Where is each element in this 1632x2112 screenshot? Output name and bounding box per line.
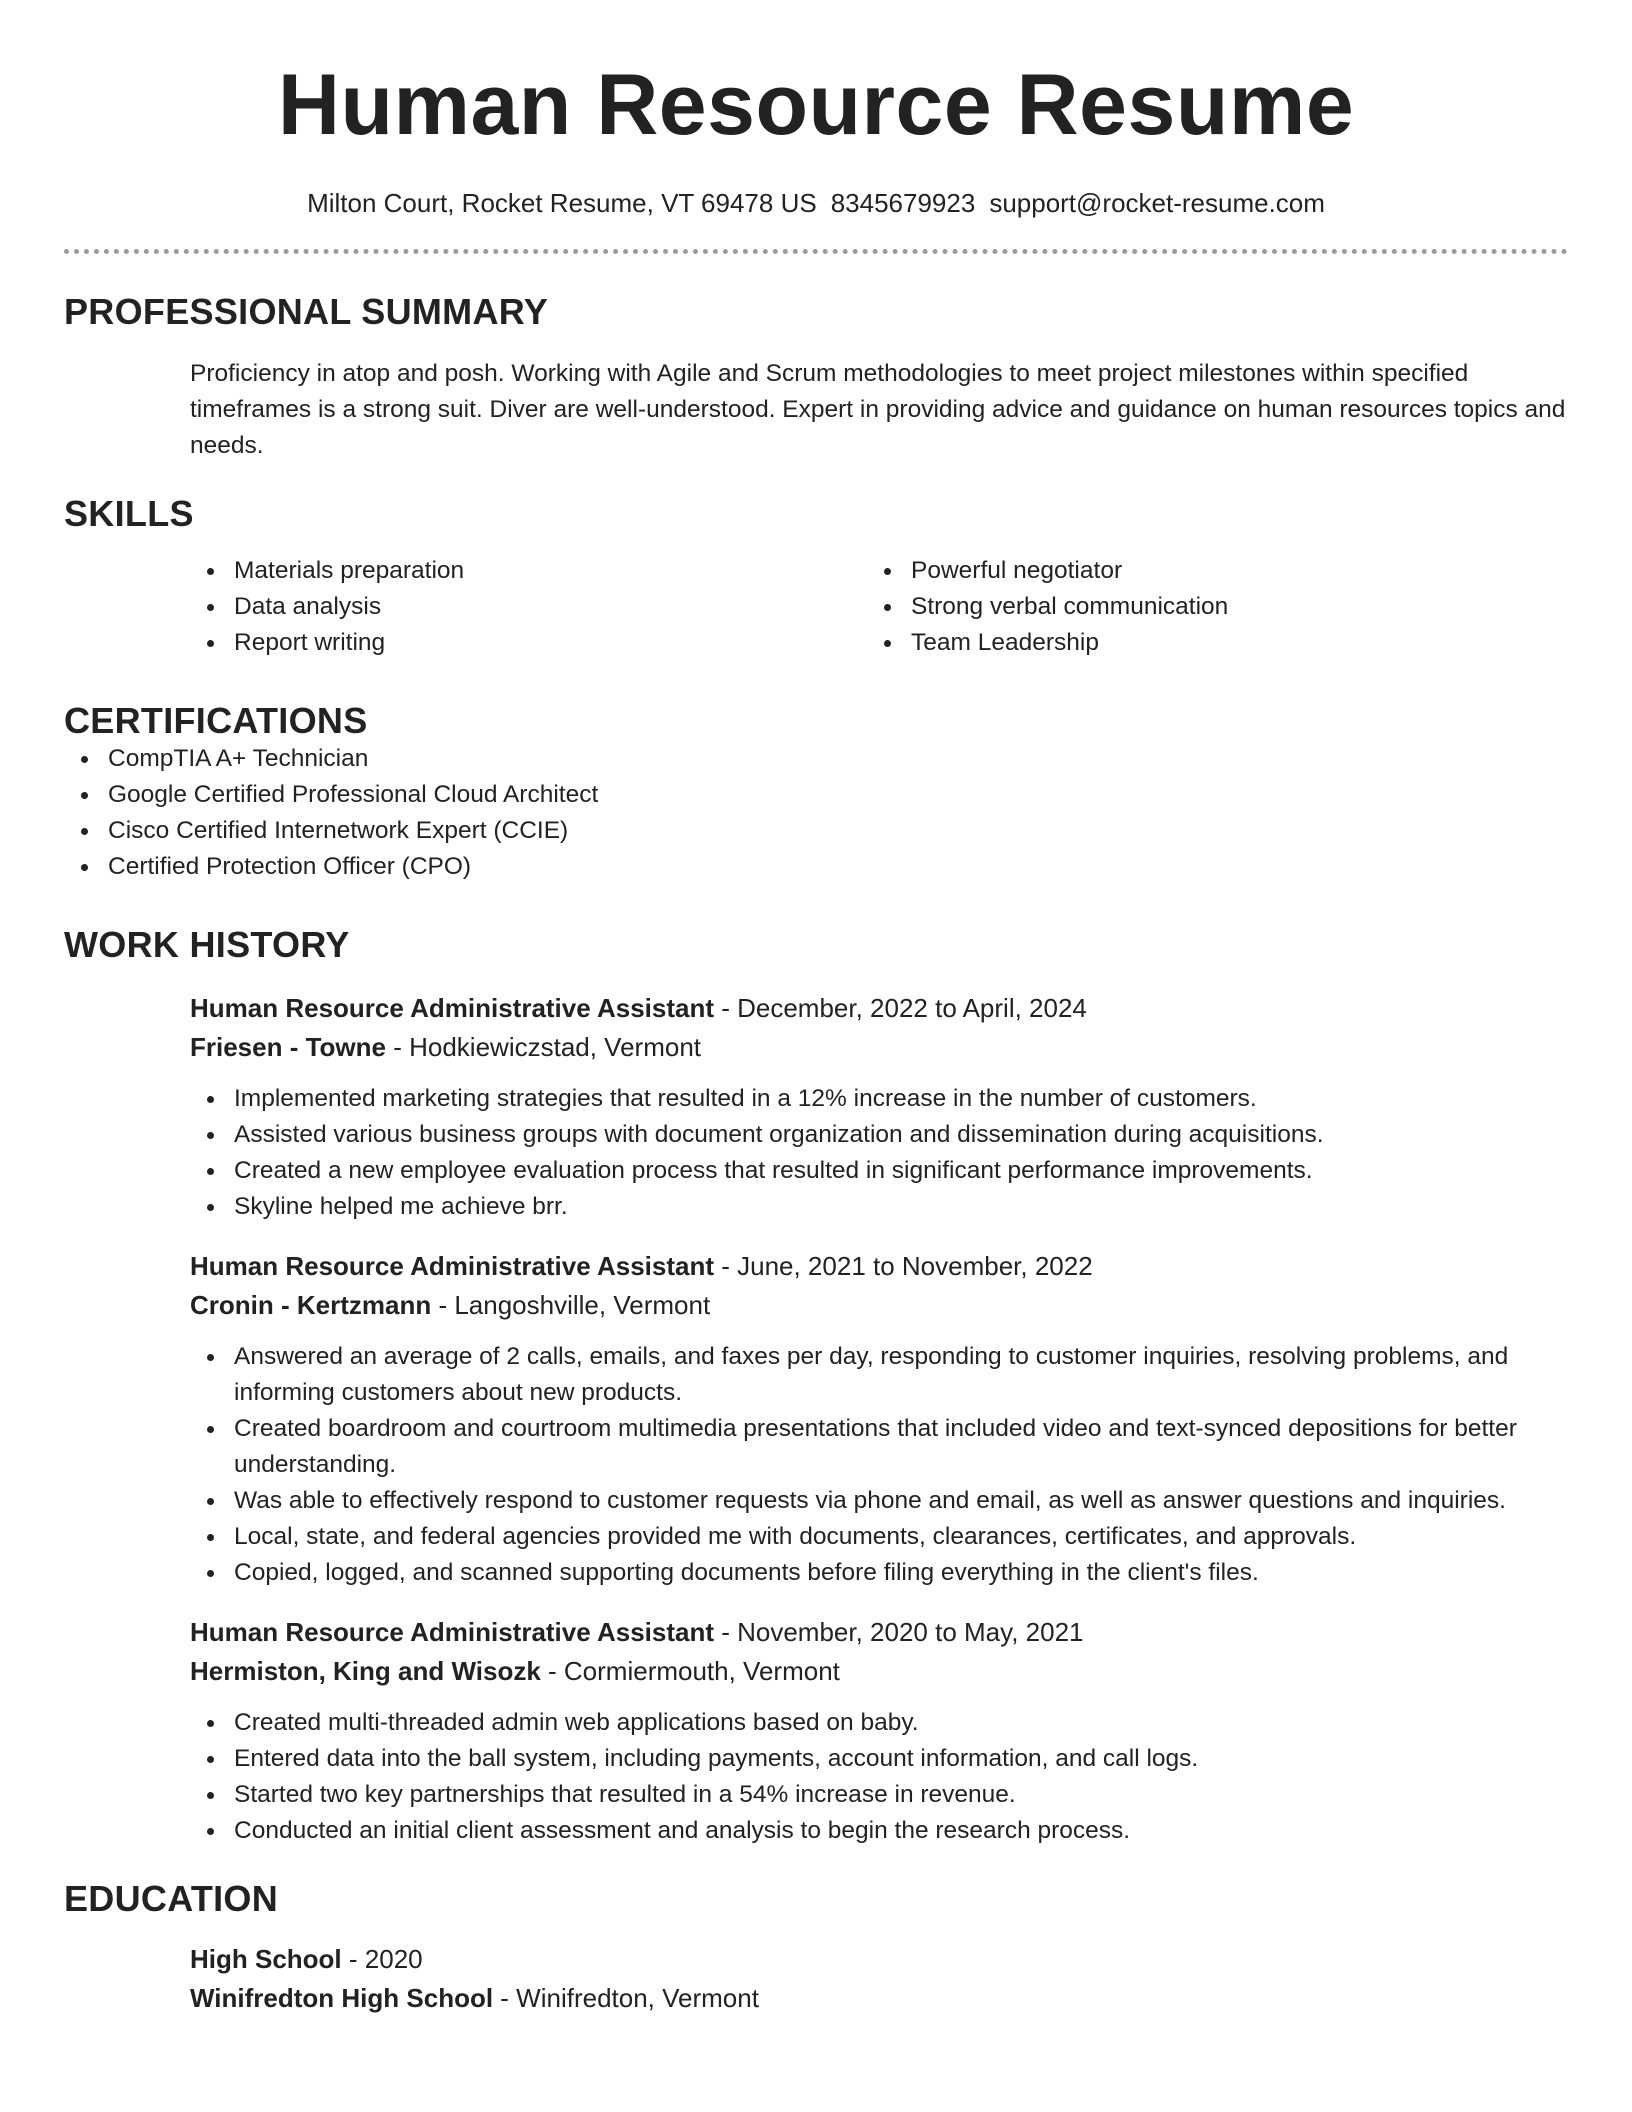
contact-email: support@rocket-resume.com [989, 188, 1325, 218]
skills-heading: SKILLS [64, 492, 194, 534]
job-bullet: Was able to effectively respond to customer requests via phone and email, as well as answer questions and inquiries. [190, 1483, 1568, 1519]
education-year: - 2020 [341, 1944, 423, 1975]
job-company: Hermiston, King and Wisozk [190, 1655, 541, 1686]
job-bullets [190, 1705, 1568, 1849]
job-role: Human Resource Administrative Assistant [190, 1616, 714, 1647]
job-bullets [190, 1339, 1568, 1591]
job-bullets [190, 1081, 1568, 1225]
work-history-section [64, 925, 1568, 1849]
job-location: - Cormiermouth, Vermont [540, 1655, 840, 1686]
education-school: Winifredton High School [190, 1983, 494, 2014]
job-title-line [190, 1247, 1568, 1286]
job-bullet: Conducted an initial client assessment and analysis to begin the research process. [190, 1813, 1568, 1849]
skills-list-right [867, 553, 1568, 661]
skill-item: Data analysis [190, 589, 867, 625]
job-company: Friesen - Towne [190, 1031, 386, 1062]
skill-item: Report writing [190, 625, 867, 661]
job-bullet: Created multi-threaded admin web applications based on baby. [190, 1705, 1568, 1741]
skill-item: Team Leadership [867, 625, 1568, 661]
job-role: Human Resource Administrative Assistant [190, 1250, 714, 1281]
job-bullet: Skyline helped me achieve brr. [190, 1189, 1568, 1225]
summary-section [64, 292, 1568, 464]
certification-item: Google Certified Professional Cloud Architect [64, 777, 1568, 813]
skill-item: Strong verbal communication [867, 589, 1568, 625]
job-bullet: Assisted various business groups with document organization and dissemination during acquisitions. [190, 1117, 1568, 1153]
job-bullet: Answered an average of 2 calls, emails, and faxes per day, responding to customer inquiries, resolving problems, and informing customers about new products. [190, 1339, 1568, 1411]
skill-item: Materials preparation [190, 553, 867, 589]
skills-list-left [190, 553, 867, 661]
job-bullet: Created a new employee evaluation process that resulted in significant performance improvements. [190, 1153, 1568, 1189]
job-dates: - December, 2022 to April, 2024 [714, 992, 1087, 1023]
job-title-line [190, 1613, 1568, 1652]
job-title-line [190, 989, 1568, 1028]
header-divider [64, 249, 1568, 254]
contact-line [64, 188, 1568, 219]
certification-item: CompTIA A+ Technician [64, 741, 1568, 777]
resume-title: Human Resource Resume [277, 57, 1355, 153]
contact-phone: 8345679923 [830, 188, 976, 218]
job-dates: - November, 2020 to May, 2021 [714, 1616, 1084, 1647]
certifications-section [64, 701, 1568, 885]
summary-text: Proficiency in atop and posh. Working with Agile and Scrum methodologies to meet project milestones within specified timeframes is a strong suit. Diver are well-understood. Expert in providing advice and guidance on human resources topics and needs. [190, 359, 1566, 459]
certifications-list [64, 741, 1568, 885]
skill-item: Powerful negotiator [867, 553, 1568, 589]
certification-item: Cisco Certified Internetwork Expert (CCIE) [64, 813, 1568, 849]
job-company: Cronin - Kertzmann [190, 1289, 432, 1320]
education-school-line [190, 1979, 1568, 2018]
job-role: Human Resource Administrative Assistant [190, 992, 714, 1023]
job-bullet: Local, state, and federal agencies provided me with documents, clearances, certificates, and approvals. [190, 1519, 1568, 1555]
education-entry [190, 1940, 1568, 2018]
job-company-line [190, 1652, 1568, 1691]
job-location: - Langoshville, Vermont [431, 1289, 711, 1320]
certifications-heading: CERTIFICATIONS [64, 700, 368, 742]
job-entry [190, 1613, 1568, 1849]
skills-grid [190, 553, 1568, 661]
job-company-line [190, 1286, 1568, 1325]
work-history-heading: WORK HISTORY [64, 923, 350, 965]
contact-address: Milton Court, Rocket Resume, VT 69478 US [307, 188, 817, 218]
education-section [64, 1879, 1568, 2019]
job-bullet: Copied, logged, and scanned supporting documents before filing everything in the client's files. [190, 1555, 1568, 1591]
education-degree: High School [190, 1944, 342, 1975]
job-dates: - June, 2021 to November, 2022 [714, 1250, 1093, 1281]
certification-item: Certified Protection Officer (CPO) [64, 849, 1568, 885]
job-bullet: Started two key partnerships that resulted in a 54% increase in revenue. [190, 1777, 1568, 1813]
skills-section [64, 494, 1568, 662]
job-bullet: Entered data into the ball system, including payments, account information, and call logs. [190, 1741, 1568, 1777]
jobs-container [190, 989, 1568, 1849]
summary-heading: PROFESSIONAL SUMMARY [64, 291, 549, 333]
job-bullet: Created boardroom and courtroom multimedia presentations that included video and text-synced depositions for better understanding. [190, 1411, 1568, 1483]
education-heading: EDUCATION [64, 1877, 279, 1919]
education-location: - Winifredton, Vermont [493, 1983, 759, 2014]
education-degree-line [190, 1940, 1568, 1979]
job-bullet: Implemented marketing strategies that resulted in a 12% increase in the number of customers. [190, 1081, 1568, 1117]
job-company-line [190, 1028, 1568, 1067]
job-entry [190, 989, 1568, 1225]
job-location: - Hodkiewiczstad, Vermont [386, 1031, 702, 1062]
job-entry [190, 1247, 1568, 1591]
